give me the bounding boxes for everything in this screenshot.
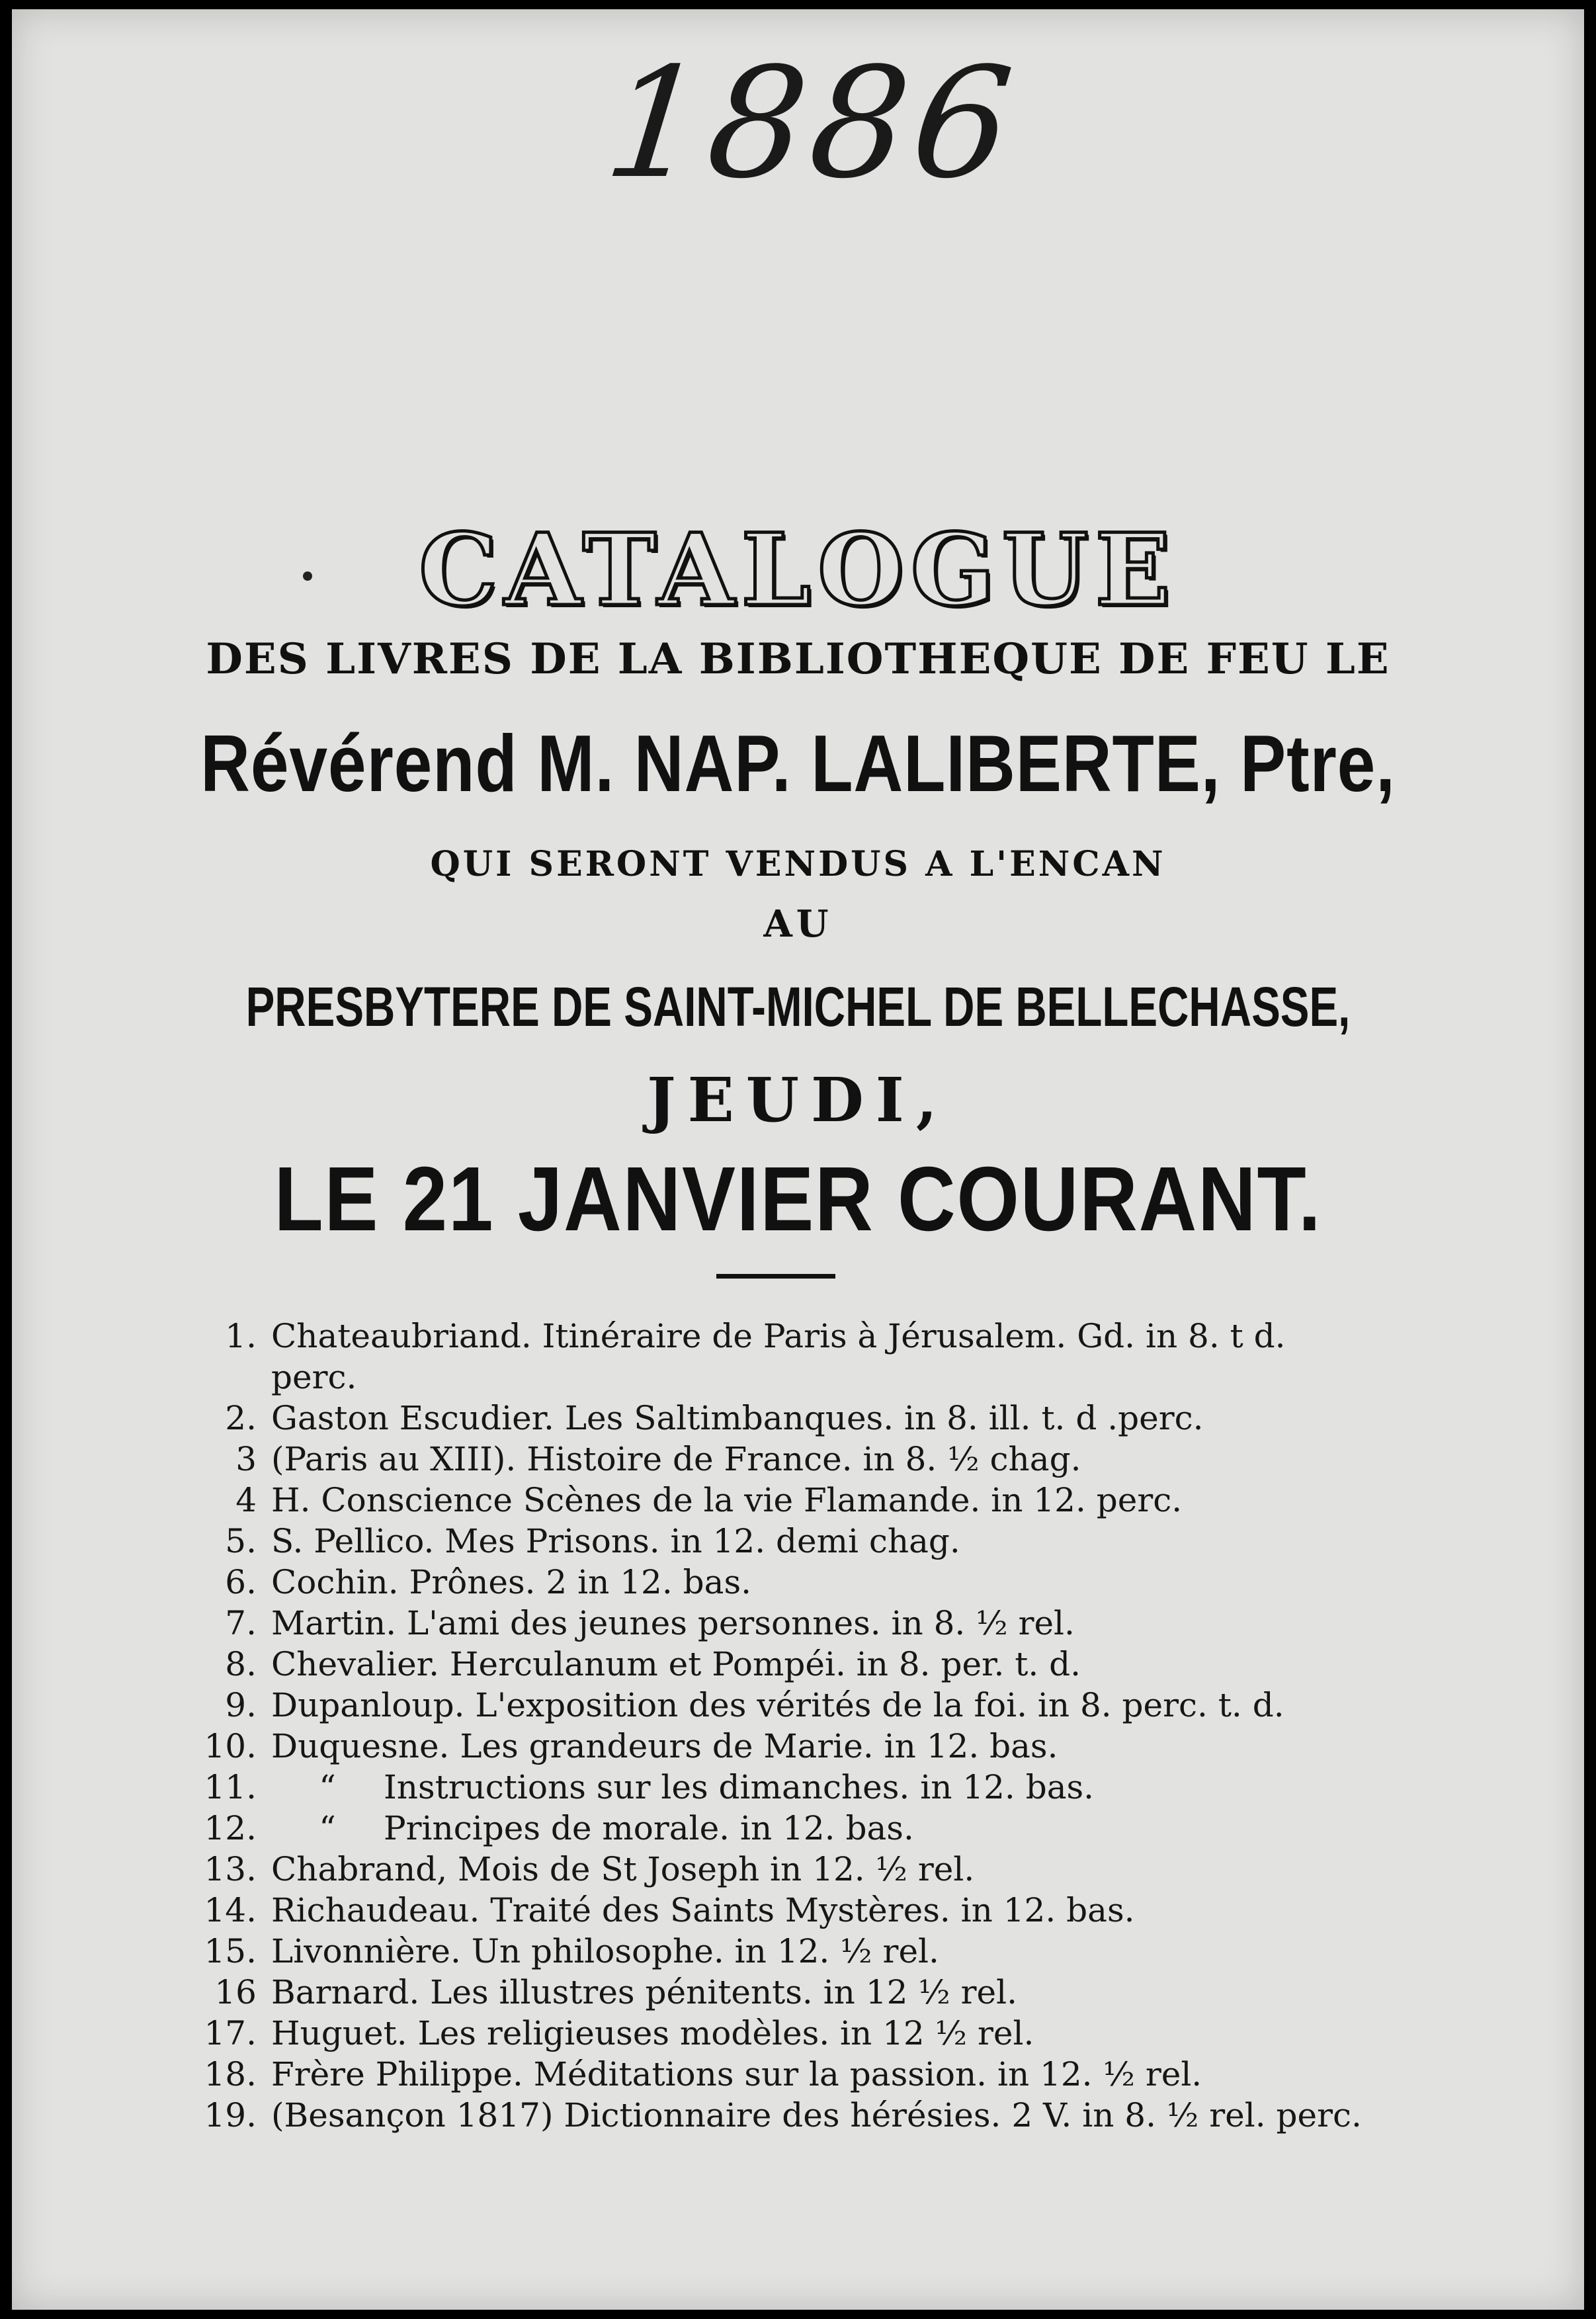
item-text <box>271 1562 1513 1603</box>
item-text <box>271 2054 1513 2095</box>
item-text <box>271 1890 1513 1931</box>
item-text <box>271 2095 1513 2136</box>
item-number: 12. <box>204 1809 257 1847</box>
list-item <box>190 1521 1513 1562</box>
list-item <box>190 1603 1513 1644</box>
item-number: 18. <box>204 2055 257 2093</box>
list-item <box>190 1685 1513 1726</box>
item-description: Dupanloup. L'exposition des vérités de la foi. in 8. perc. t. d. <box>271 1686 1284 1724</box>
list-item <box>190 1931 1513 1972</box>
item-number: 7. <box>225 1604 257 1642</box>
item-text <box>271 1521 1513 1562</box>
divider-rule <box>716 1274 835 1279</box>
item-number: 9. <box>225 1686 257 1724</box>
item-number: 14. <box>204 1891 257 1929</box>
catalogue-title: CATALOGUE <box>419 512 1177 628</box>
item-number: 1. <box>225 1317 257 1355</box>
item-description: (Besançon 1817) Dictionnaire des hérésies. 2 V. in 8. ½ rel. perc. <box>271 2096 1362 2134</box>
item-description: Principes de morale. in 12. bas. <box>384 1809 914 1847</box>
item-text <box>271 1931 1513 1972</box>
item-description: Huguet. Les religieuses modèles. in 12 ½ rel. <box>271 2014 1034 2052</box>
item-description: Chevalier. Herculanum et Pompéi. in 8. per. t. d. <box>271 1645 1081 1683</box>
book-list <box>190 1316 1513 2136</box>
subtitle-library: DES LIVRES DE LA BIBLIOTHEQUE DE FEU LE <box>206 634 1390 684</box>
item-number: 4 <box>235 1481 257 1519</box>
item-description: Cochin. Prônes. 2 in 12. bas. <box>271 1563 752 1601</box>
item-number: 13. <box>204 1850 257 1888</box>
item-text <box>271 1316 1513 1357</box>
item-text <box>271 1767 1513 1808</box>
priest-name: Révérend M. NAP. LALIBERTE, Ptre, <box>200 718 1396 808</box>
item-text <box>271 2013 1513 2054</box>
list-item <box>190 2013 1513 2054</box>
item-number: 10. <box>204 1727 257 1765</box>
item-text <box>271 1603 1513 1644</box>
ditto-mark: “ <box>319 1809 336 1847</box>
list-item <box>190 1890 1513 1931</box>
sale-place: PRESBYTERE DE SAINT-MICHEL DE BELLECHASSE, <box>245 976 1351 1038</box>
item-text <box>271 1726 1513 1767</box>
subtitle-auction: QUI SERONT VENDUS A L'ENCAN <box>430 844 1166 884</box>
item-description: Richaudeau. Traité des Saints Mystères. in 12. bas. <box>271 1891 1135 1929</box>
item-number: 15. <box>204 1932 257 1970</box>
item-text <box>271 1439 1513 1480</box>
item-description: S. Pellico. Mes Prisons. in 12. demi chag. <box>271 1522 960 1560</box>
item-number: 5. <box>225 1522 257 1560</box>
sale-date: LE 21 JANVIER COURANT. <box>274 1148 1322 1250</box>
item-text <box>271 1808 1513 1849</box>
item-number: 17. <box>204 2014 257 2052</box>
list-item <box>190 1767 1513 1808</box>
item-number: 6. <box>225 1563 257 1601</box>
catalogue-page <box>12 9 1584 2310</box>
list-item <box>190 1316 1513 1357</box>
item-description: perc. <box>271 1358 357 1396</box>
item-description: Frère Philippe. Méditations sur la passion. in 12. ½ rel. <box>271 2055 1202 2093</box>
list-item <box>190 1726 1513 1767</box>
list-item <box>190 1562 1513 1603</box>
list-item <box>190 1357 1513 1398</box>
item-description: (Paris au XIII). Histoire de France. in 8. ½ chag. <box>271 1440 1081 1478</box>
list-item <box>190 1808 1513 1849</box>
item-text <box>271 1972 1513 2013</box>
list-item <box>190 1972 1513 2013</box>
item-number: 11. <box>204 1768 257 1806</box>
subtitle-au: AU <box>763 902 833 946</box>
list-item <box>190 1398 1513 1439</box>
item-text <box>271 1398 1513 1439</box>
item-description: Martin. L'ami des jeunes personnes. in 8. ½ rel. <box>271 1604 1075 1642</box>
item-description: Duquesne. Les grandeurs de Marie. in 12. bas. <box>271 1727 1058 1765</box>
handwritten-year: 1886 <box>597 36 1025 212</box>
item-number: 3 <box>235 1440 257 1478</box>
list-item <box>190 2095 1513 2136</box>
item-number: 2. <box>225 1399 257 1437</box>
item-description: Barnard. Les illustres pénitents. in 12 ½ rel. <box>271 1973 1018 2011</box>
item-description: Instructions sur les dimanches. in 12. bas. <box>384 1768 1095 1806</box>
sale-day: JEUDI, <box>647 1064 949 1136</box>
item-number: 16 <box>214 1973 257 2011</box>
item-description: Chateaubriand. Itinéraire de Paris à Jérusalem. Gd. in 8. t d. <box>271 1317 1286 1355</box>
list-item <box>190 1480 1513 1521</box>
item-description: Livonnière. Un philosophe. in 12. ½ rel. <box>271 1932 939 1970</box>
item-number: 8. <box>225 1645 257 1683</box>
list-item <box>190 1849 1513 1890</box>
item-text <box>271 1480 1513 1521</box>
list-item <box>190 1644 1513 1685</box>
item-text <box>271 1644 1513 1685</box>
item-number: 19. <box>204 2096 257 2134</box>
item-description: Gaston Escudier. Les Saltimbanques. in 8. ill. t. d .perc. <box>271 1399 1204 1437</box>
item-text <box>271 1849 1513 1890</box>
item-description: Chabrand, Mois de St Joseph in 12. ½ rel. <box>271 1850 975 1888</box>
item-text <box>271 1685 1513 1726</box>
item-text <box>271 1357 1513 1398</box>
list-item <box>190 2054 1513 2095</box>
ditto-mark: “ <box>319 1768 336 1806</box>
item-description: H. Conscience Scènes de la vie Flamande. in 12. perc. <box>271 1481 1183 1519</box>
list-item <box>190 1439 1513 1480</box>
